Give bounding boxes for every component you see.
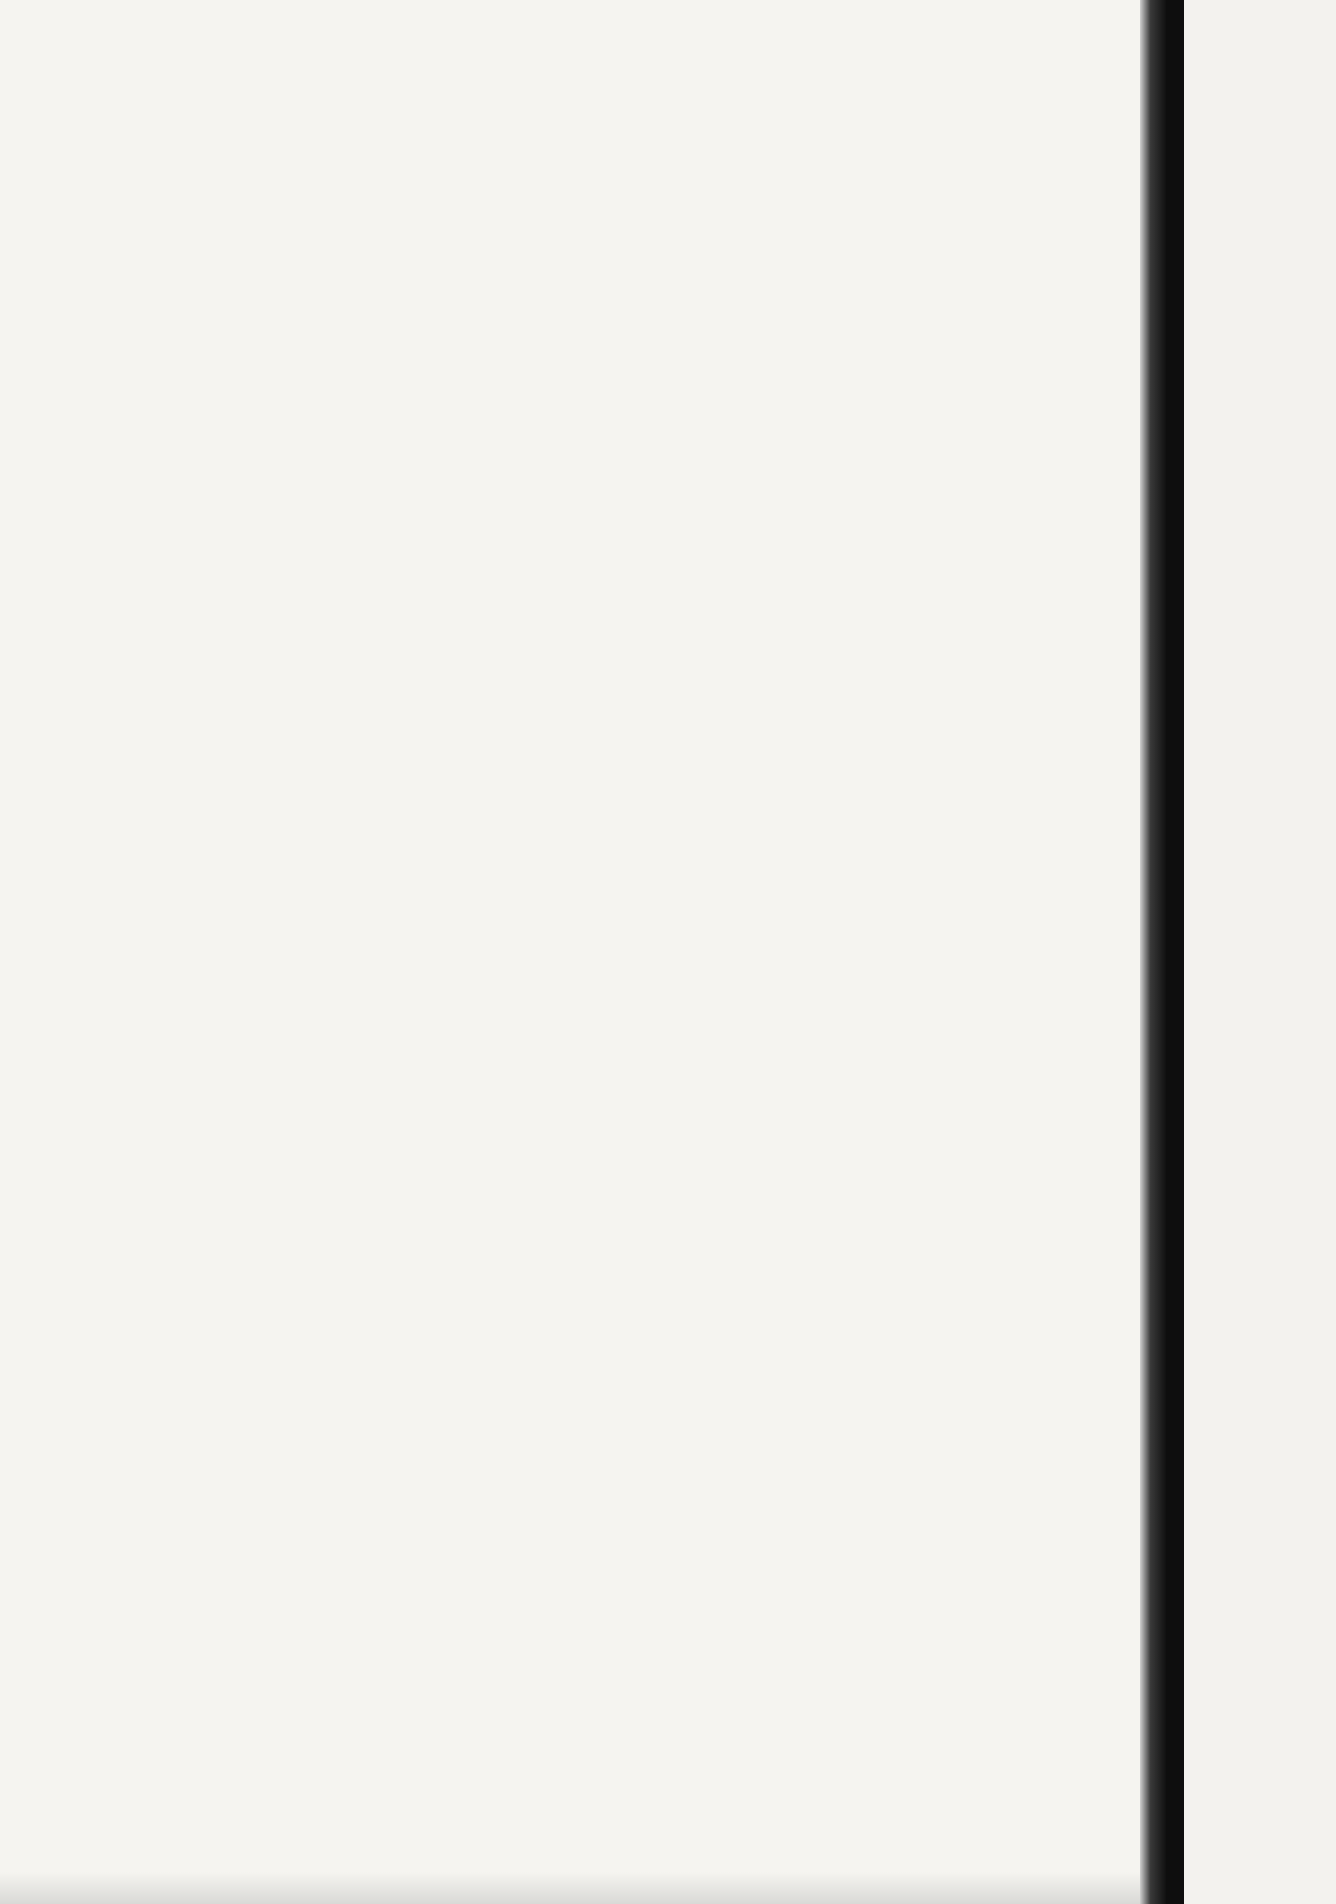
book-gutter <box>1140 0 1166 1904</box>
page-bottom-edge <box>0 1872 1140 1904</box>
gutter-shadow <box>1166 0 1184 1904</box>
right-page <box>1184 0 1336 1904</box>
